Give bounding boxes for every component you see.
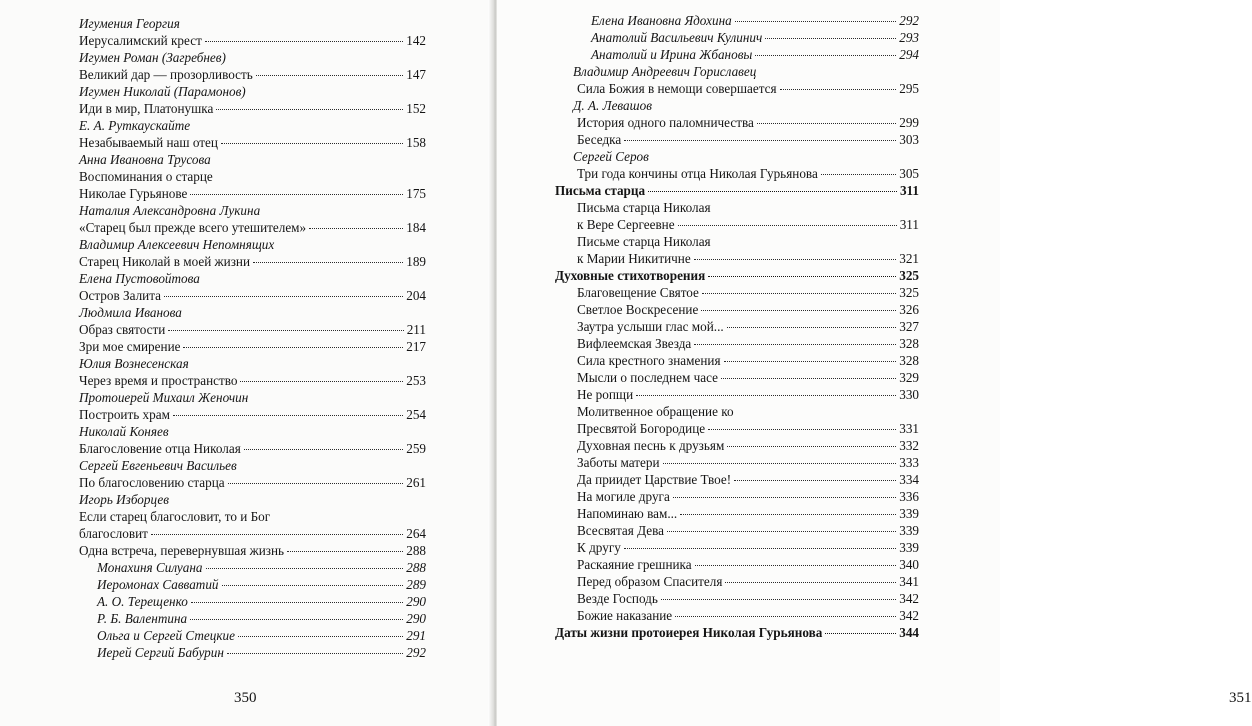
dot-leader: [675, 615, 896, 617]
toc-page-number: 344: [899, 625, 919, 640]
toc-page-number: 158: [406, 135, 426, 150]
toc-entry: [577, 284, 919, 301]
toc-entry-title: Построить храм: [79, 407, 170, 422]
toc-entry-title: Даты жизни протоиерея Николая Гурьянова: [555, 625, 823, 640]
dot-leader: [757, 122, 896, 124]
dot-leader: [636, 394, 896, 396]
toc-entry-title: Беседка: [577, 132, 622, 147]
toc-page-number: 288: [406, 543, 426, 558]
toc-page-number: 184: [406, 220, 426, 235]
toc-entry: [577, 539, 919, 556]
dot-leader: [678, 224, 897, 226]
toc-entry: [577, 590, 919, 607]
toc-entry: [79, 219, 426, 236]
toc-entry: [577, 250, 919, 267]
toc-entry-title: Одна встреча, перевернувшая жизнь: [79, 543, 285, 558]
dot-leader: [780, 88, 897, 90]
toc-entry: [577, 471, 919, 488]
dot-leader: [216, 108, 403, 110]
dot-leader: [256, 74, 403, 76]
toc-entry: [577, 437, 919, 454]
toc-subentry: [97, 559, 426, 576]
toc-entry: [577, 80, 919, 97]
toc-entry-title: «Старец был прежде всего утешителем»: [79, 220, 307, 235]
dot-leader: [190, 618, 403, 620]
toc-entry-title: Благовещение Святое: [577, 285, 699, 300]
toc-subentry: [97, 644, 426, 661]
toc-title-line: Воспоминания о старце: [79, 169, 213, 184]
toc-page-number: 325: [899, 285, 919, 300]
toc-page-number: 325: [899, 268, 919, 283]
dot-leader: [205, 40, 403, 42]
toc-page-number: 333: [899, 455, 919, 470]
dot-leader: [734, 479, 896, 481]
toc-entry-title: Вифлеемская Звезда: [577, 336, 692, 351]
toc-section: [555, 182, 919, 199]
toc-entry: [79, 134, 426, 151]
toc-page-number: 321: [899, 251, 919, 266]
toc-page-number: 289: [406, 577, 426, 592]
toc-entry: [577, 352, 919, 369]
toc-page-number: 211: [406, 322, 426, 337]
dot-leader: [727, 326, 897, 328]
dot-leader: [702, 292, 896, 294]
toc-entry-title: Везде Господь: [577, 591, 658, 606]
toc-page-number: 328: [899, 336, 919, 351]
dot-leader: [725, 581, 896, 583]
toc-entry: [577, 369, 919, 386]
toc-entry-title: Пресвятой Богородице: [577, 421, 706, 436]
dot-leader: [222, 584, 404, 586]
toc-page-number: 292: [406, 645, 426, 660]
right-toc-wrap: [555, 12, 935, 641]
toc-subentry: [591, 12, 919, 29]
toc-entry: [577, 505, 919, 522]
toc-entry-title: Да приидет Царствие Твое!: [577, 472, 732, 487]
toc-entry: [577, 556, 919, 573]
toc-author: Игумен Роман (Загребнев): [79, 50, 226, 65]
toc-entry: [79, 253, 426, 270]
toc-author: Николай Коняев: [79, 424, 169, 439]
dot-leader: [708, 275, 896, 277]
toc-page-number: 290: [406, 594, 426, 609]
dot-leader: [695, 564, 897, 566]
toc-entry-title: Не ропщи: [577, 387, 634, 402]
toc-entry: [79, 321, 426, 338]
dot-leader: [624, 139, 896, 141]
toc-author: Людмила Иванова: [79, 305, 182, 320]
toc-page-number: 152: [406, 101, 426, 116]
dot-leader: [206, 567, 404, 569]
dot-leader: [755, 54, 896, 56]
toc-subentry: [97, 593, 426, 610]
toc-author: Игумен Николай (Парамонов): [79, 84, 246, 99]
toc-entry: [79, 185, 426, 202]
toc-page-number: 340: [899, 557, 919, 572]
toc-author: Владимир Андреевич Гориславец: [573, 64, 757, 79]
toc-title-line: Молитвенное обращение ко: [577, 404, 734, 419]
dot-leader: [253, 261, 403, 263]
toc-page-number: 217: [406, 339, 426, 354]
toc-subentry: [97, 610, 426, 627]
toc-author: Сергей Евгеньевич Васильев: [79, 458, 237, 473]
toc-subentry: [97, 627, 426, 644]
toc-page-number: 288: [406, 560, 426, 575]
toc-subentry: [591, 29, 919, 46]
toc-page-number: 261: [406, 475, 426, 490]
toc-author: Анна Ивановна Трусова: [79, 152, 211, 167]
toc-entry: [79, 474, 426, 491]
toc-entry: [79, 440, 426, 457]
toc-entry-title: Сила крестного знамения: [577, 353, 721, 368]
toc-entry: [79, 406, 426, 423]
toc-page-number: 142: [406, 33, 426, 48]
toc-page-number: 342: [899, 608, 919, 623]
toc-entry: [577, 420, 919, 437]
dot-leader: [648, 190, 897, 192]
toc-entry-title: Через время и пространство: [79, 373, 238, 388]
left-toc: [79, 15, 426, 661]
left-page: [0, 0, 494, 726]
toc-entry-title: Божие наказание: [577, 608, 673, 623]
dot-leader: [821, 173, 896, 175]
dot-leader: [240, 380, 403, 382]
toc-title-line: Если старец благословит, то и Бог: [79, 509, 271, 524]
toc-entry: [79, 542, 426, 559]
toc-entry-title: Иди в мир, Платонушка: [79, 101, 214, 116]
dot-leader: [244, 448, 403, 450]
toc-page-number: 328: [899, 353, 919, 368]
toc-entry: [577, 573, 919, 590]
toc-entry: [79, 287, 426, 304]
dot-leader: [191, 601, 403, 603]
dot-leader: [694, 258, 897, 260]
toc-entry: [577, 114, 919, 131]
dot-leader: [735, 20, 897, 22]
toc-entry: [577, 318, 919, 335]
dot-leader: [663, 462, 897, 464]
dot-leader: [667, 530, 896, 532]
toc-entry: [577, 607, 919, 624]
toc-entry-title: Заботы матери: [577, 455, 660, 470]
toc-page-number: 336: [899, 489, 919, 504]
toc-entry-title: Анатолий и Ирина Жбановы: [591, 47, 753, 62]
dot-leader: [673, 496, 896, 498]
toc-subentry: [591, 46, 919, 63]
dot-leader: [183, 346, 403, 348]
toc-entry-title: Ольга и Сергей Стецкие: [97, 628, 235, 643]
toc-entry-title: Раскаяние грешника: [577, 557, 692, 572]
dot-leader: [765, 37, 896, 39]
dot-leader: [221, 142, 403, 144]
toc-entry: [79, 100, 426, 117]
toc-page-number: 294: [899, 47, 919, 62]
toc-page-number: 339: [899, 540, 919, 555]
toc-entry: [577, 386, 919, 403]
toc-entry-title: Сила Божия в немощи совершается: [577, 81, 777, 96]
toc-entry: [577, 131, 919, 148]
toc-entry-title: Иерей Сергий Бабурин: [97, 645, 224, 660]
toc-entry: [577, 488, 919, 505]
toc-entry-title: Остров Залита: [79, 288, 162, 303]
dot-leader: [168, 329, 403, 331]
toc-page-number: 291: [406, 628, 426, 643]
toc-page-number: 339: [899, 523, 919, 538]
toc-author: Игорь Изборцев: [79, 492, 169, 507]
toc-page-number: 292: [899, 13, 919, 28]
dot-leader: [151, 533, 403, 535]
dot-leader: [661, 598, 896, 600]
toc-entry-title: История одного паломничества: [577, 115, 754, 130]
toc-page-number: 329: [899, 370, 919, 385]
toc-page-number: 303: [899, 132, 919, 147]
toc-author: Д. А. Левашов: [573, 98, 652, 113]
toc-entry-title: Заутра услыши глас мой...: [577, 319, 724, 334]
toc-page-number: 305: [899, 166, 919, 181]
toc-title-line: Письма старца Николая: [577, 200, 711, 215]
dot-leader: [287, 550, 403, 552]
toc-entry-title: А. О. Терещенко: [97, 594, 188, 609]
dot-leader: [624, 547, 896, 549]
toc-entry-title: На могиле друга: [577, 489, 670, 504]
toc-entry-title: к Марии Никитичне: [577, 251, 691, 266]
dot-leader: [190, 193, 403, 195]
page-number-left: 350: [234, 690, 257, 706]
dot-leader: [173, 414, 403, 416]
toc-entry-title: Зри мое смирение: [79, 339, 181, 354]
dot-leader: [708, 428, 896, 430]
toc-entry-title: Старец Николай в моей жизни: [79, 254, 251, 269]
dot-leader: [238, 635, 403, 637]
toc-entry-title: Письма старца: [555, 183, 646, 198]
toc-entry-title: Перед образом Спасителя: [577, 574, 723, 589]
toc-entry-title: Образ святости: [79, 322, 166, 337]
toc-page-number: 334: [899, 472, 919, 487]
toc-author: Елена Пустовойтова: [79, 271, 200, 286]
toc-entry-title: Три года кончины отца Николая Гурьянова: [577, 166, 818, 181]
toc-page-number: 204: [406, 288, 426, 303]
toc-entry: [577, 216, 919, 233]
dot-leader: [825, 632, 896, 634]
toc-entry: [577, 301, 919, 318]
toc-entry-title: Иеромонах Савватий: [97, 577, 219, 592]
toc-entry-title: Мысли о последнем часе: [577, 370, 718, 385]
toc-entry: [577, 522, 919, 539]
toc-author: Е. А. Руткаускайте: [79, 118, 191, 133]
toc-entry-title: Монахиня Силуана: [97, 560, 203, 575]
toc-entry-title: К другу: [577, 540, 621, 555]
toc-author: Игумения Георгия: [79, 16, 180, 31]
toc-page-number: 330: [899, 387, 919, 402]
toc-entry-title: Духовные стихотворения: [555, 268, 706, 283]
toc-entry-title: Р. Б. Валентина: [97, 611, 188, 626]
toc-entry-title: Напоминаю вам...: [577, 506, 678, 521]
toc-section: [555, 267, 919, 284]
dot-leader: [227, 652, 403, 654]
dot-leader: [694, 343, 896, 345]
toc-page-number: 339: [899, 506, 919, 521]
toc-page-number: 254: [406, 407, 426, 422]
toc-entry-title: Николае Гурьянове: [79, 186, 188, 201]
toc-entry-title: Светлое Воскресение: [577, 302, 699, 317]
toc-page-number: 264: [406, 526, 426, 541]
dot-leader: [164, 295, 403, 297]
toc-entry-title: Елена Ивановна Ядохина: [591, 13, 732, 28]
toc-entry-title: Анатолий Васильевич Кулинич: [591, 30, 763, 45]
toc-page-number: 342: [899, 591, 919, 606]
toc-entry-title: благословит: [79, 526, 148, 541]
toc-entry: [79, 338, 426, 355]
toc-page-number: 341: [899, 574, 919, 589]
toc-page-number: 299: [899, 115, 919, 130]
dot-leader: [721, 377, 896, 379]
toc-entry: [79, 525, 426, 542]
toc-page-number: 311: [899, 217, 919, 232]
toc-entry-title: к Вере Сергеевне: [577, 217, 675, 232]
dot-leader: [309, 227, 403, 229]
toc-entry: [577, 165, 919, 182]
dot-leader: [680, 513, 896, 515]
toc-entry-title: Иерусалимский крест: [79, 33, 202, 48]
toc-author: Владимир Алексеевич Непомнящих: [79, 237, 275, 252]
dot-leader: [727, 445, 896, 447]
toc-entry: [79, 32, 426, 49]
toc-page-number: 175: [406, 186, 426, 201]
toc-author: Сергей Серов: [573, 149, 649, 164]
toc-entry: [79, 66, 426, 83]
toc-page-number: 253: [406, 373, 426, 388]
toc-page-number: 295: [899, 81, 919, 96]
toc-entry-title: Великий дар — прозорливость: [79, 67, 253, 82]
toc-page-number: 311: [899, 183, 919, 198]
toc-page-number: 326: [899, 302, 919, 317]
toc-entry-title: Духовная песнь к друзьям: [577, 438, 725, 453]
toc-author: Протоиерей Михаил Женочин: [79, 390, 249, 405]
dot-leader: [701, 309, 896, 311]
toc-page-number: 331: [899, 421, 919, 436]
dot-leader: [724, 360, 897, 362]
toc-entry-title: По благословению старца: [79, 475, 225, 490]
toc-author: Юлия Вознесенская: [79, 356, 189, 371]
toc-author: Наталия Александровна Лукина: [79, 203, 261, 218]
toc-entry-title: Благословение отца Николая: [79, 441, 241, 456]
toc-page-number: 147: [406, 67, 426, 82]
toc-page-number: 290: [406, 611, 426, 626]
toc-entry-title: Всесвятая Дева: [577, 523, 665, 538]
toc-page-number: 293: [899, 30, 919, 45]
toc-page-number: 332: [899, 438, 919, 453]
toc-title-line: Письме старца Николая: [577, 234, 711, 249]
dot-leader: [228, 482, 404, 484]
right-page: [497, 0, 1252, 726]
toc-section: [555, 624, 919, 641]
toc-page-number: 259: [406, 441, 426, 456]
toc-entry-title: Незабываемый наш отец: [79, 135, 218, 150]
toc-page-number: 327: [899, 319, 919, 334]
page-number-right: 351: [1229, 690, 1252, 706]
toc-entry: [79, 372, 426, 389]
toc-subentry: [97, 576, 426, 593]
toc-page-number: 189: [406, 254, 426, 269]
toc-entry: [577, 335, 919, 352]
toc-entry: [577, 454, 919, 471]
